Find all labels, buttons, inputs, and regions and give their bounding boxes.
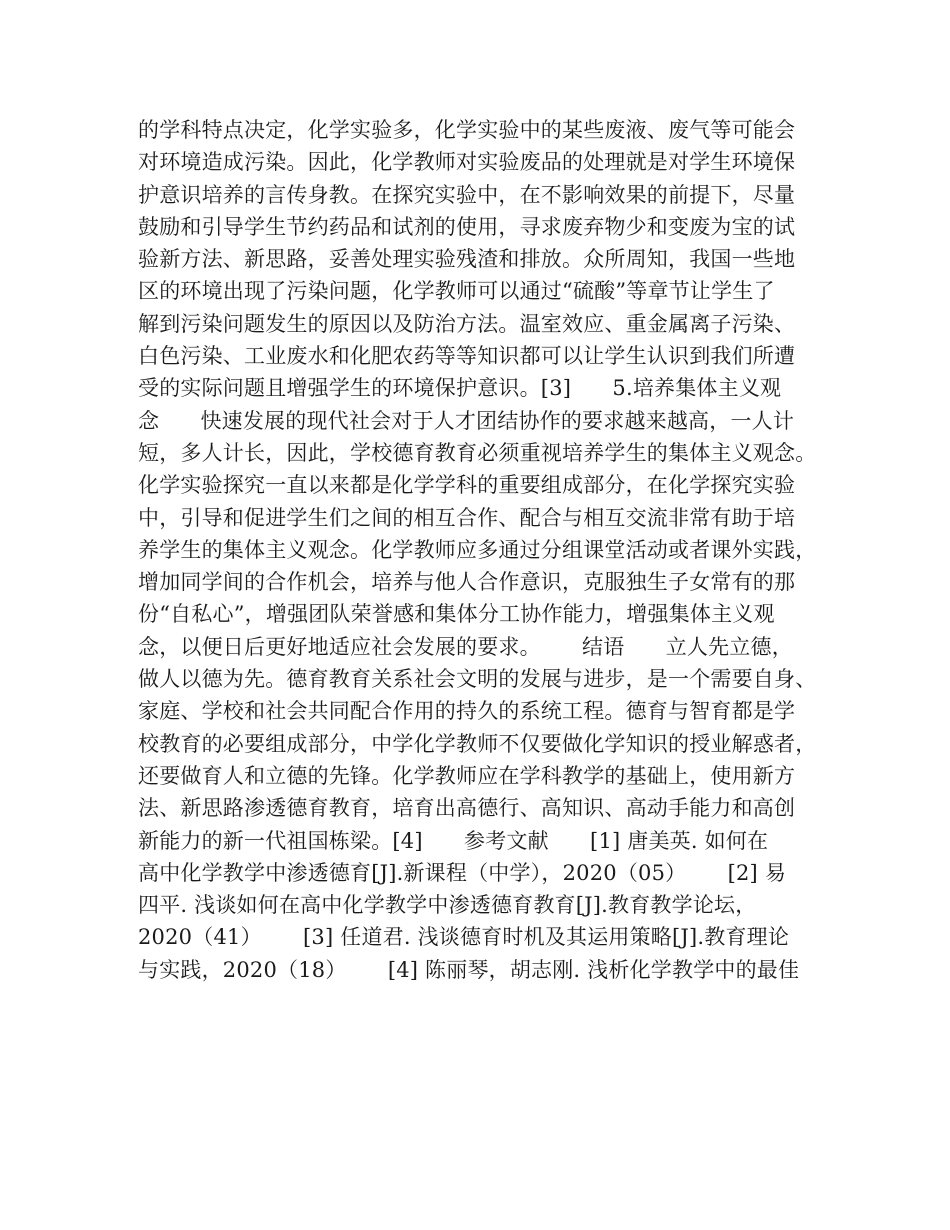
text-line: 法、新思路渗透德育教育，培育出高德行、高知识、高动手能力和高创 xyxy=(138,796,796,821)
text-line: 受的实际问题且增强学生的环境保护意识。[3] 5.培养集体主义观 xyxy=(138,376,782,401)
text-line: 解到污染问题发生的原因以及防治方法。温室效应、重金属离子污染、 xyxy=(138,311,796,336)
text-line: 养学生的集体主义观念。化学教师应多通过分组课堂活动或者课外实践， xyxy=(138,537,817,562)
text-line: 家庭、学校和社会共同配合作用的持久的系统工程。德育与智育都是学 xyxy=(138,699,796,724)
text-line: 短，多人计长，因此，学校德育教育必须重视培养学生的集体主义观念。 xyxy=(138,440,817,465)
text-line: 中，引导和促进学生们之间的相互合作、配合与相互交流非常有助于培 xyxy=(138,505,796,530)
text-line: 做人以德为先。德育教育关系社会文明的发展与进步，是一个需要自身、 xyxy=(138,667,817,692)
text-line: 还要做育人和立德的先锋。化学教师应在学科教学的基础上，使用新方 xyxy=(138,763,796,788)
text-line: 校教育的必要组成部分，中学化学教师不仅要做化学知识的授业解惑者， xyxy=(138,731,817,756)
text-line: 份“自私心”，增强团队荣誉感和集体分工协作能力，增强集体主义观 xyxy=(138,602,775,627)
text-line: 鼓励和引导学生节约药品和试剂的使用，寻求废弃物少和变废为宝的试 xyxy=(138,214,796,239)
text-line: 对环境造成污染。因此，化学教师对实验废品的处理就是对学生环境保 xyxy=(138,150,796,175)
text-line: 增加同学间的合作机会，培养与他人合作意识，克服独生子女常有的那 xyxy=(138,570,796,595)
text-line: 白色污染、工业废水和化肥农药等等知识都可以让学生认识到我们所遭 xyxy=(138,344,796,369)
text-line: 新能力的新一代祖国栋梁。[4] 参考文献 [1] 唐美英. 如何在 xyxy=(138,828,769,853)
text-line: 化学实验探究一直以来都是化学学科的重要组成部分，在化学探究实验 xyxy=(138,473,796,498)
text-line: 2020（41） [3] 任道君. 浅谈德育时机及其运用策略[J].教育理论 xyxy=(138,925,790,950)
text-line: 四平. 浅谈如何在高中化学教学中渗透德育教育[J].教育教学论坛， xyxy=(138,893,757,918)
body-text xyxy=(138,114,828,986)
text-line: 的学科特点决定，化学实验多，化学实验中的某些废液、废气等可能会 xyxy=(138,118,796,142)
text-line: 念，以便日后更好地适应社会发展的要求。 结语 立人先立德， xyxy=(138,634,793,659)
text-line: 念 快速发展的现代社会对于人才团结协作的要求越来越高，一人计 xyxy=(138,408,795,433)
text-line: 护意识培养的言传身教。在探究实验中，在不影响效果的前提下，尽量 xyxy=(138,182,796,207)
text-line: 与实践，2020（18） [4] 陈丽琴，胡志刚. 浅析化学教学中的最佳 xyxy=(138,957,800,982)
text-line: 验新方法、新思路，妥善处理实验残渣和排放。众所周知，我国一些地 xyxy=(138,247,796,272)
text-line: 高中化学教学中渗透德育[J].新课程（中学），2020（05） [2] 易 xyxy=(138,860,787,885)
text-line: 区的环境出现了污染问题，化学教师可以通过“硫酸”等章节让学生了 xyxy=(138,279,775,304)
